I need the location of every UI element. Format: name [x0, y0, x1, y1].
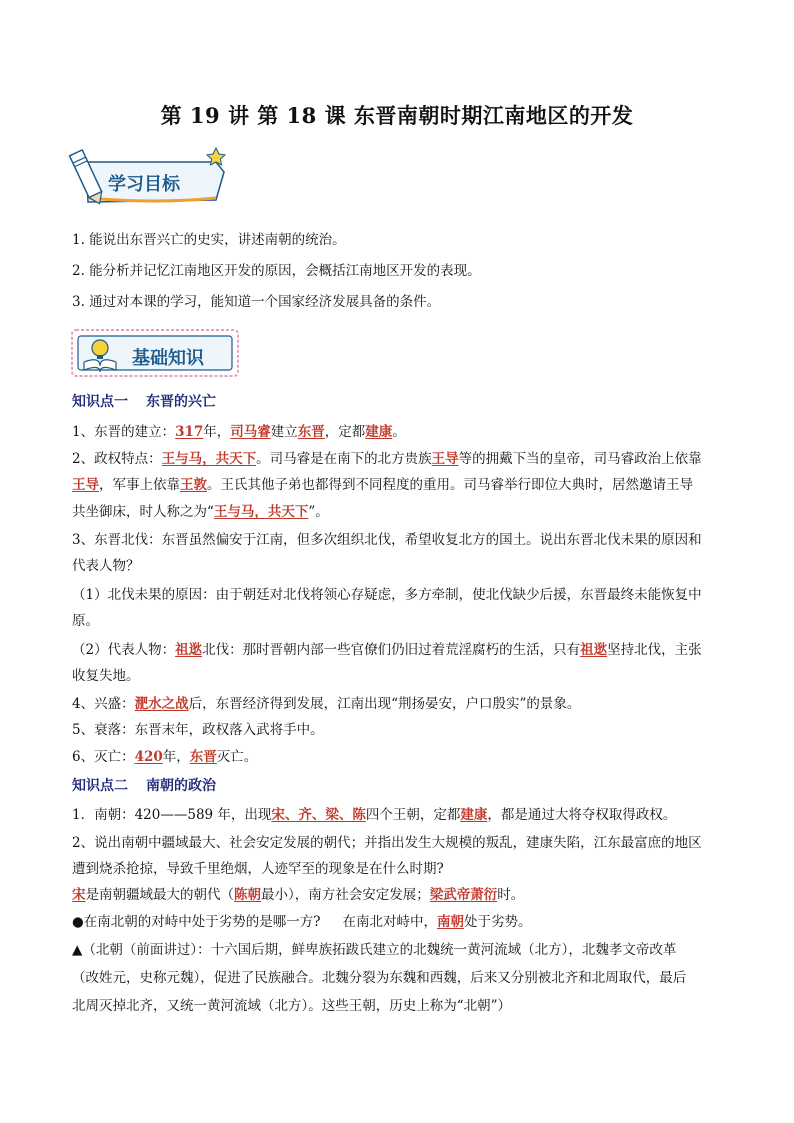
- basic-knowledge-label: 基础知识: [132, 348, 204, 369]
- p1-line-2: 2、政权特点：王与马，共天下。司马睿是在南下的北方贵族王导等的拥戴下当的皇帝，司马睿政治上依靠: [72, 451, 702, 467]
- p2-line-4: 宋是南朝疆域最大的朝代（陈朝最小），南方社会安定发展；梁武帝萧衍时。: [72, 887, 525, 903]
- p1-line-8: 原。: [72, 613, 99, 629]
- p2-line-8: 北周灭掉北齐，又统一黄河流域（北方）。这些王朝，历史上称为“北朝”）: [72, 998, 512, 1014]
- learning-goals-badge: [66, 140, 236, 206]
- p1-line-7: （1）北伐未果的原因：由于朝廷对北伐将领心存疑虑，多方牵制，使北伐缺少后援，东晋最终未能恢复中: [72, 587, 702, 603]
- p1-line-13: 6、灭亡：420年，东晋灭亡。: [72, 749, 258, 765]
- p1-line-4: 共坐御床，时人称之为“王与马，共天下”。: [72, 504, 329, 520]
- p2-line-5: ●在南北朝的对峙中处于劣势的是哪一方? 在南北对峙中，南朝处于劣势。: [72, 914, 532, 930]
- p1-line-6: 代表人物？: [72, 558, 140, 574]
- learning-goals-label: 学习目标: [108, 174, 180, 195]
- p1-line-3: 王导，军事上依靠王敦。王氏其他子弟也都得到不同程度的重用。司马睿举行即位大典时，居然邀请王导: [72, 477, 693, 493]
- p2-line-6: ▲（北朝（前面讲过）：十六国后期，鲜卑族拓跋氏建立的北魏统一黄河流域（北方），北魏孝文帝改革: [72, 942, 677, 958]
- p1-line-9: （2）代表人物：祖逖北伐：那时晋朝内部一些官僚们仍旧过着荒淫腐朽的生活，只有祖逖坚持北伐，主张: [72, 642, 702, 658]
- section-heading-2: 知识点二 南朝的政治: [72, 778, 216, 794]
- goal-item: 3. 通过对本课的学习，能知道一个国家经济发展具备的条件。: [72, 294, 441, 310]
- p1-line-10: 收复失地。: [72, 668, 140, 684]
- section-heading-1: 知识点一 东晋的兴亡: [72, 394, 216, 410]
- goal-item: 1. 能说出东晋兴亡的史实，讲述南朝的统治。: [72, 232, 346, 248]
- goal-item: 2. 能分析并记忆江南地区开发的原因，会概括江南地区开发的表现。: [72, 263, 481, 279]
- p1-line-11: 4、兴盛：淝水之战后，东晋经济得到发展，江南出现“荆扬晏安，户口殷实”的景象。: [72, 696, 581, 712]
- p2-line-3: 遭到烧杀抢掠，导致千里绝烟，人迹罕至的现象是在什么时期?: [72, 861, 444, 877]
- page-title: 第 19 讲 第 18 课 东晋南朝时期江南地区的开发: [160, 103, 634, 128]
- p1-line-5: 3、东晋北伐：东晋虽然偏安于江南，但多次组织北伐，希望收复北方的国土。说出东晋北伐未果的原因和: [72, 532, 702, 548]
- basic-knowledge-badge: [70, 326, 242, 382]
- p1-line-1: 1、东晋的建立：317年，司马睿建立东晋，定都建康。: [72, 424, 406, 440]
- p2-line-7: （改姓元，史称元魏），促进了民族融合。北魏分裂为东魏和西魏，后来又分别被北齐和北周取代，最后: [72, 970, 687, 986]
- p1-line-12: 5、衰落：东晋末年，政权落入武将手中。: [72, 722, 324, 738]
- p2-line-1: 1．南朝：420——589 年，出现宋、齐、梁、陈四个王朝，定都建康，都是通过大将夺权取得政权。: [72, 807, 677, 823]
- p2-line-2: 2、说出南朝中疆域最大、社会安定发展的朝代；并指出发生大规模的叛乱，建康失陷，江东最富庶的地区: [72, 835, 702, 851]
